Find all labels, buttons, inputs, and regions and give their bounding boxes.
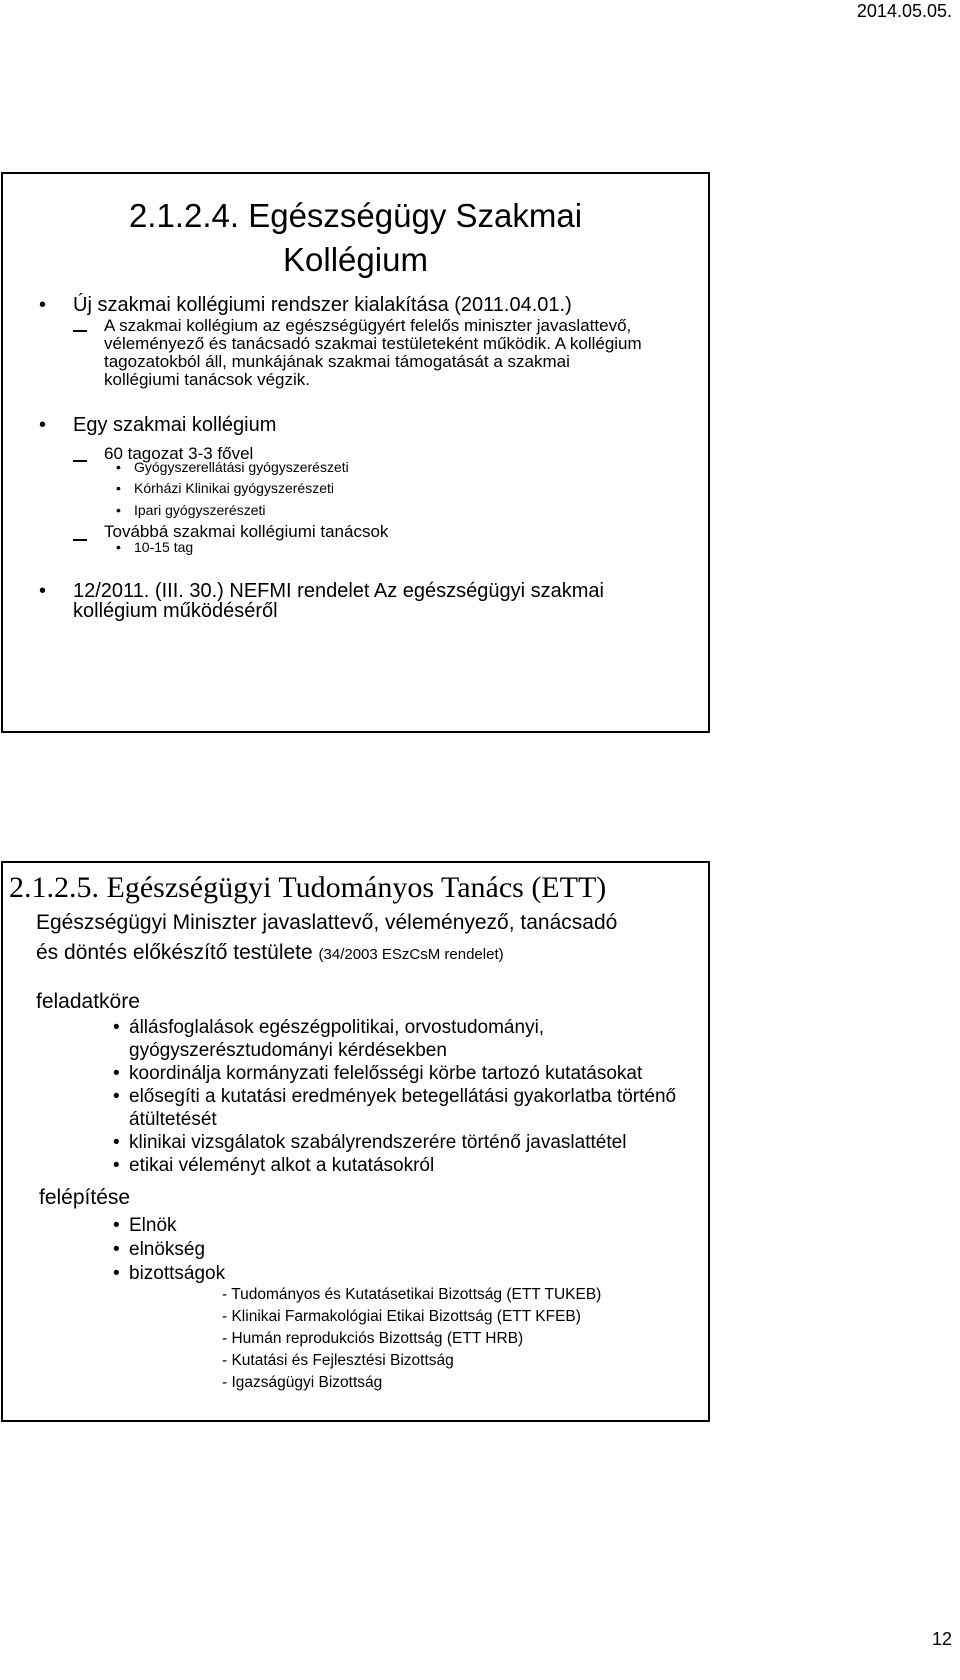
slide-1-title-line-2: Kollégium	[283, 241, 428, 278]
feladatkore-heading: feladatköre	[36, 990, 140, 1013]
slide-2	[1, 861, 710, 1422]
bullet-icon: •	[113, 1263, 120, 1284]
task-item: állásfoglalások egészégpolitikai, orvostudományi,	[129, 1017, 545, 1038]
slide-1	[1, 172, 710, 733]
bullet-icon: •	[116, 459, 121, 475]
task-item-continued: átültetését	[129, 1109, 217, 1130]
slide-1-title-line-1: 2.1.2.4. Egészségügy Szakmai	[128, 197, 583, 234]
intro-line-2-text: és döntés előkészítő testülete	[36, 941, 313, 964]
bullet-icon: •	[113, 1086, 120, 1107]
bullet-icon: •	[39, 414, 47, 436]
bullet-icon: •	[113, 1239, 120, 1260]
sub-tagozat: 60 tagozat 3-3 fővel	[104, 444, 254, 463]
sub-tanacsok: Továbbá szakmai kollégiumi tanácsok	[104, 522, 389, 541]
bullet-rendelet-line-2: kollégium működéséről	[73, 600, 278, 622]
task-item: klinikai vizsgálatok szabályrendszerére történő javaslattétel	[129, 1132, 627, 1153]
structure-item: bizottságok	[129, 1263, 226, 1284]
sub-text-line-2: véleményező és tanácsadó szakmai testületeként működik. A kollégium	[104, 334, 642, 353]
intro-reference: (34/2003 ESzCsM rendelet)	[318, 946, 504, 963]
bullet-icon: •	[39, 580, 47, 602]
bullet-new-system: Új szakmai kollégiumi rendszer kialakítása (2011.04.01.)	[73, 294, 572, 316]
bullet-kollegium: Egy szakmai kollégium	[73, 414, 277, 436]
task-item-continued: gyógyszerésztudományi kérdésekben	[129, 1040, 447, 1061]
list-item: Gyógyszerellátási gyógyszerészeti	[134, 459, 349, 475]
task-item: elősegíti a kutatási eredmények betegellátási gyakorlatba történő	[129, 1086, 677, 1107]
structure-item: Elnök	[129, 1215, 177, 1236]
bullet-rendelet-line-1: 12/2011. (III. 30.) NEFMI rendelet Az egészségügyi szakmai	[73, 580, 604, 602]
committee-item: - Tudományos és Kutatásetikai Bizottság (ETT TUKEB)	[222, 1286, 602, 1303]
intro-line-2	[36, 941, 504, 965]
bullet-icon: •	[116, 539, 121, 555]
dash-icon	[73, 531, 87, 549]
felepitese-heading: felépítése	[39, 1186, 131, 1209]
committee-item: - Kutatási és Fejlesztési Bizottság	[222, 1352, 454, 1369]
bullet-icon: •	[116, 480, 121, 496]
task-item: koordinálja kormányzati felelősségi körbe tartozó kutatásokat	[129, 1063, 643, 1084]
list-item: Kórházi Klinikai gyógyszerészeti	[134, 480, 334, 496]
sub-text-line-3: tagozatokból áll, munkájának szakmai támogatását a szakmai	[104, 352, 570, 371]
bullet-icon: •	[113, 1017, 120, 1038]
slide-2-title: 2.1.2.5. Egészségügyi Tudományos Tanács (ETT)	[9, 871, 607, 904]
structure-item: elnökség	[129, 1239, 206, 1260]
sub-text-line-1: A szakmai kollégium az egészségügyért felelős miniszter javaslattevő,	[104, 316, 632, 335]
bullet-icon: •	[116, 502, 121, 518]
dash-icon	[73, 452, 87, 470]
sub-text-line-4: kollégiumi tanácsok végzik.	[104, 370, 310, 389]
intro-line-1: Egészségügyi Miniszter javaslattevő, véleményező, tanácsadó	[36, 911, 618, 934]
committee-item: - Klinikai Farmakológiai Etikai Bizottság (ETT KFEB)	[222, 1308, 581, 1325]
bullet-icon: •	[39, 294, 47, 316]
list-item: 10-15 tag	[134, 539, 194, 555]
dash-icon	[73, 322, 87, 340]
header-date: 2014.05.05.	[856, 1, 952, 21]
bullet-icon: •	[113, 1132, 120, 1153]
bullet-icon: •	[113, 1155, 120, 1176]
task-item: etikai véleményt alkot a kutatásokról	[129, 1155, 435, 1176]
list-item: Ipari gyógyszerészeti	[134, 502, 266, 518]
bullet-icon: •	[113, 1215, 120, 1236]
committee-item: - Humán reprodukciós Bizottság (ETT HRB)	[222, 1330, 524, 1347]
page-number: 12	[931, 1629, 952, 1649]
bullet-icon: •	[113, 1063, 120, 1084]
committee-item: - Igazságügyi Bizottság	[222, 1374, 383, 1391]
